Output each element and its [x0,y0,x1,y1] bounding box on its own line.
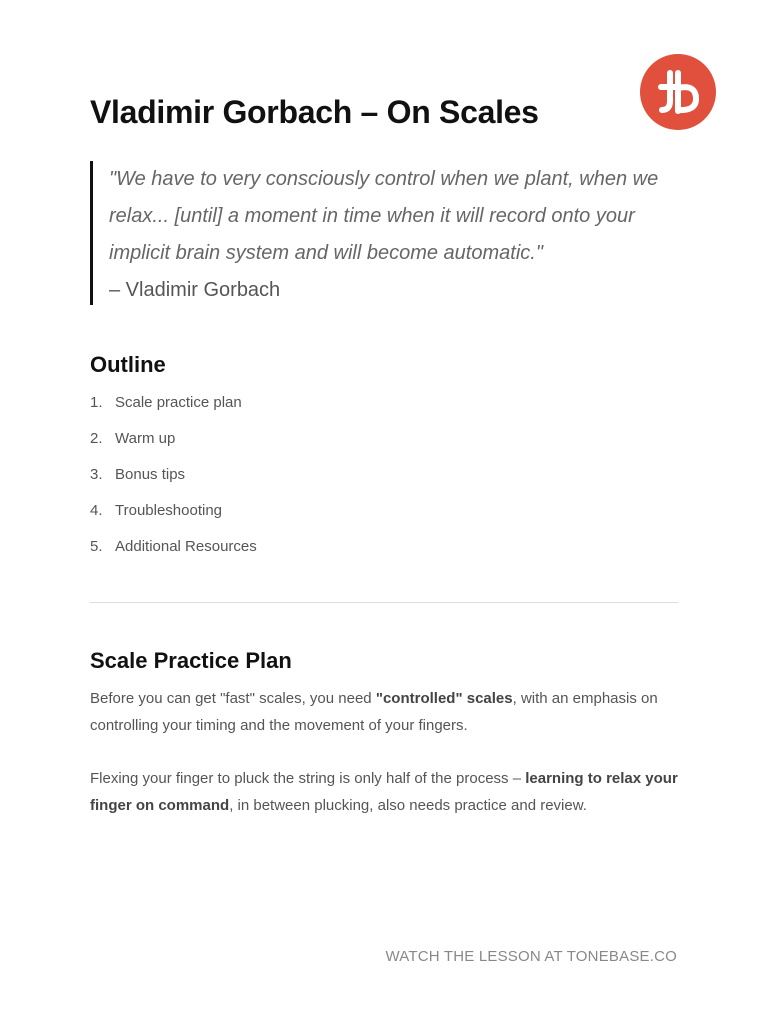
outline-item-label: Warm up [115,430,176,447]
section-divider [90,602,678,603]
outline-item [90,464,257,500]
outline-list [90,392,257,572]
outline-item-label: Additional Resources [115,538,257,555]
outline-item [90,392,257,428]
outline-item-number: 3. [90,466,103,483]
quote-author: – Vladimir Gorbach [109,279,281,301]
outline-item-number: 1. [90,394,103,411]
outline-item-number: 5. [90,538,103,555]
tonebase-logo [640,54,716,130]
plan-paragraph-2-text: Flexing your finger to pluck the string is only half of the process – [90,770,526,787]
outline-item-label: Scale practice plan [115,394,242,411]
quote-text: "We have to very consciously control when we plant, when we relax... [until] a moment in time when it will record onto your implicit brain system and will become automatic." [109,168,659,264]
tonebase-logo-icon [640,54,716,130]
page-title: Vladimir Gorbach – On Scales [90,94,539,130]
outline-item [90,500,257,536]
plan-paragraph-2 [90,765,680,819]
outline-item-number: 4. [90,502,103,519]
outline-heading: Outline [90,352,166,377]
plan-paragraph-1-emphasis: "controlled" scales [375,690,513,707]
plan-paragraph-1-text-end: , with an emphasis on controlling your timing and the movement of your fingers. [90,690,658,734]
footer-link[interactable]: WATCH THE LESSON AT TONEBASE.CO [385,948,677,965]
outline-item-number: 2. [90,430,103,447]
scale-practice-plan-heading: Scale Practice Plan [90,648,292,673]
outline-item-label: Troubleshooting [115,502,223,519]
quote-block [90,161,668,305]
plan-paragraph-2-text-end: , in between plucking, also needs practice and review. [229,797,587,814]
plan-paragraph-1 [90,685,680,739]
plan-paragraph-2-emphasis: learning to relax your finger on command [90,770,678,814]
outline-item-label: Bonus tips [115,466,186,483]
outline-item [90,428,257,464]
outline-item [90,536,257,572]
plan-paragraph-1-text: Before you can get "fast" scales, you need [90,690,376,707]
